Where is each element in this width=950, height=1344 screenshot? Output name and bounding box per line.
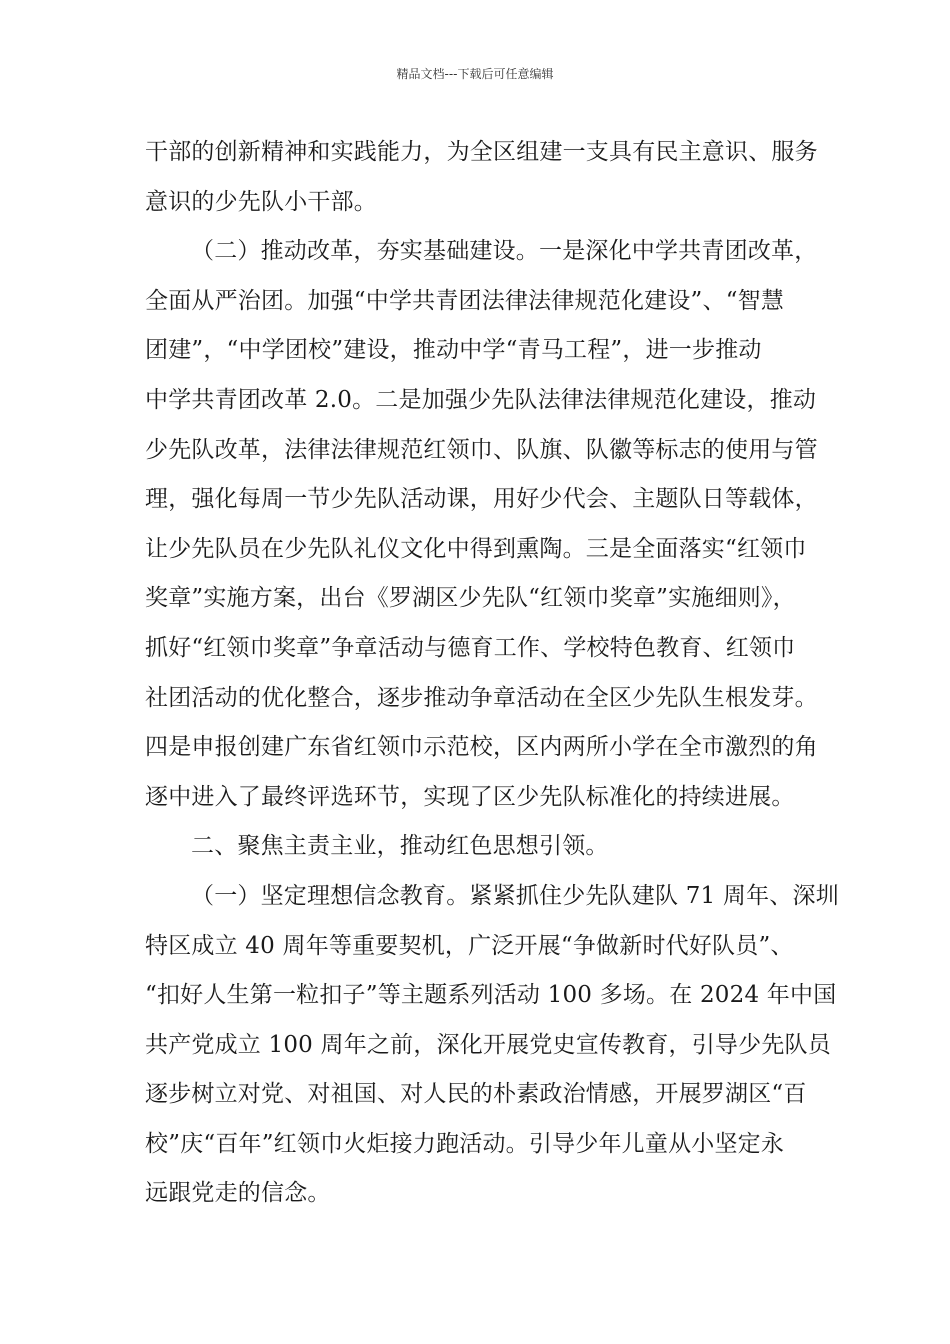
text-line: 中学共青团改革 2.0。二是加强少先队法律法律规范化建设，推动 [145,386,817,413]
paragraph-start-line: （二）推动改革，夯实基础建设。一是深化中学共青团改革， [191,238,818,265]
document-body [145,128,839,1219]
page-header: 精品文档---下载后可任意编辑 [396,67,554,81]
text-line: 奖章”实施方案，出台《罗湖区少先队“红领巾奖章”实施细则》， [145,585,796,612]
text-line: 团建”，“中学团校”建设，推动中学“青马工程”，进一步推动 [145,337,762,364]
text-line: 四是申报创建广东省红领巾示范校，区内两所小学在全市激烈的角 [145,734,818,761]
text-line: 抓好“红领巾奖章”争章活动与德育工作、学校特色教育、红领巾 [145,634,796,661]
text-line: 意识的少先队小干部。 [145,188,377,215]
text-line: 干部的创新精神和实践能力，为全区组建一支具有民主意识、服务 [145,139,818,165]
text-line: 共产党成立 100 周年之前，深化开展党史宣传教育，引导少先队员 [145,1031,831,1058]
text-line: 逐中进入了最终评选环节，实现了区少先队标准化的持续进展。 [145,783,795,810]
text-line: 远跟党走的信念。 [145,1180,331,1207]
text-line: 社团活动的优化整合，逐步推动争章活动在全区少先队生根发芽。 [145,684,818,711]
paragraph-start-line: （一）坚定理想信念教育。紧紧抓住少先队建队 71 周年、深圳 [191,882,839,909]
text-line: “扣好人生第一粒扣子”等主题系列活动 100 多场。在 2024 年中国 [145,982,837,1009]
text-line: 少先队改革，法律法律规范红领巾、队旗、队徽等标志的使用与管 [145,436,818,463]
text-line: 校”庆“百年”红领巾火炬接力跑活动。引导少年儿童从小坚定永 [145,1130,785,1157]
text-line: 逐步树立对党、对祖国、对人民的朴素政治情感，开展罗湖区“百 [145,1081,807,1108]
section-heading: 二、聚焦主责主业，推动红色思想引领。 [191,833,609,860]
text-line: 理，强化每周一节少先队活动课，用好少代会、主题队日等载体， [145,486,818,513]
text-line: 特区成立 40 周年等重要契机，广泛开展“争做新时代好队员”、 [145,932,794,959]
text-line: 全面从严治团。加强“中学共青团法律法律规范化建设”、“智慧 [145,287,785,314]
text-line: 让少先队员在少先队礼仪文化中得到熏陶。三是全面落实“红领巾 [145,535,807,562]
